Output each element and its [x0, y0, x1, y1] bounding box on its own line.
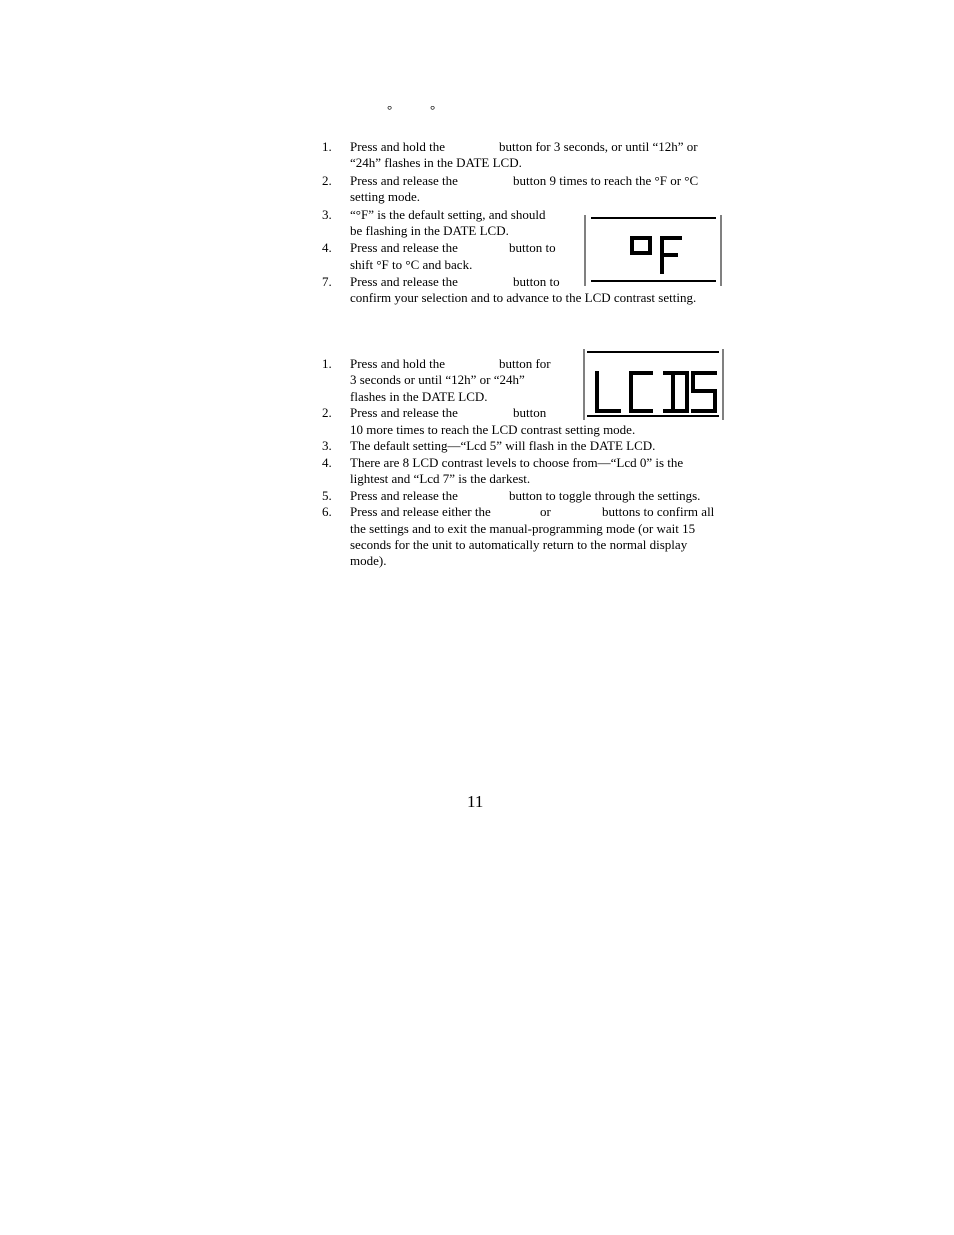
step-text: buttons to confirm all	[602, 504, 715, 519]
step-text: Press and hold the	[350, 139, 445, 154]
step-number: 4.	[322, 455, 332, 470]
step-number: 7.	[322, 274, 332, 289]
step-text: setting mode.	[350, 189, 421, 204]
step-text: button to	[513, 274, 560, 289]
step-number: 3.	[322, 438, 332, 453]
step-number: 1.	[322, 139, 332, 154]
lcd-display-of	[584, 212, 724, 287]
step-number: 2.	[322, 173, 332, 188]
step-text: Press and release the	[350, 405, 458, 420]
step-text: or	[540, 504, 551, 519]
step-text: Press and release the	[350, 240, 458, 255]
step-text: 3 seconds or until “12h” or “24h”	[350, 372, 525, 387]
lcd-display-lcd5	[583, 347, 725, 421]
step-text: confirm your selection and to advance to the LCD contrast setting.	[350, 290, 697, 305]
step-text: Press and release the	[350, 274, 458, 289]
step-text: shift °F to °C and back.	[350, 257, 473, 272]
step-text: button	[513, 405, 547, 420]
step-text: Press and hold the	[350, 356, 445, 371]
step-number: 3.	[322, 207, 332, 222]
degree-symbol-2: °	[430, 102, 436, 117]
step-number: 5.	[322, 488, 332, 503]
step-text: lightest and “Lcd 7” is the darkest.	[350, 471, 531, 486]
step-text: Press and release either the	[350, 504, 491, 519]
lcd-of-graphic	[584, 212, 724, 287]
page-number: 11	[467, 792, 484, 811]
lcd-lcd5-graphic	[583, 347, 725, 421]
step-text: Press and release the	[350, 488, 458, 503]
step-number: 1.	[322, 356, 332, 371]
step-text: be flashing in the DATE LCD.	[350, 223, 509, 238]
step-text: flashes in the DATE LCD.	[350, 389, 488, 404]
step-text: The default setting—“Lcd 5” will flash in the DATE LCD.	[350, 438, 656, 453]
step-text: “24h” flashes in the DATE LCD.	[350, 155, 522, 170]
step-text: There are 8 LCD contrast levels to choose from—“Lcd 0” is the	[350, 455, 684, 470]
step-text: button for	[499, 356, 551, 371]
step-text: the settings and to exit the manual-programming mode (or wait 15	[350, 521, 696, 536]
degree-symbol-1: °	[387, 102, 393, 117]
step-text: 10 more times to reach the LCD contrast setting mode.	[350, 422, 636, 437]
step-text: button to toggle through the settings.	[509, 488, 701, 503]
step-number: 2.	[322, 405, 332, 420]
step-text: button 9 times to reach the °F or °C	[513, 173, 699, 188]
step-number: 6.	[322, 504, 332, 519]
step-text: button to	[509, 240, 556, 255]
step-text: button for 3 seconds, or until “12h” or	[499, 139, 698, 154]
step-text: “°F” is the default setting, and should	[350, 207, 546, 222]
step-text: Press and release the	[350, 173, 458, 188]
step-text: mode).	[350, 553, 387, 568]
step-text: seconds for the unit to automatically return to the normal display	[350, 537, 688, 552]
step-number: 4.	[322, 240, 332, 255]
